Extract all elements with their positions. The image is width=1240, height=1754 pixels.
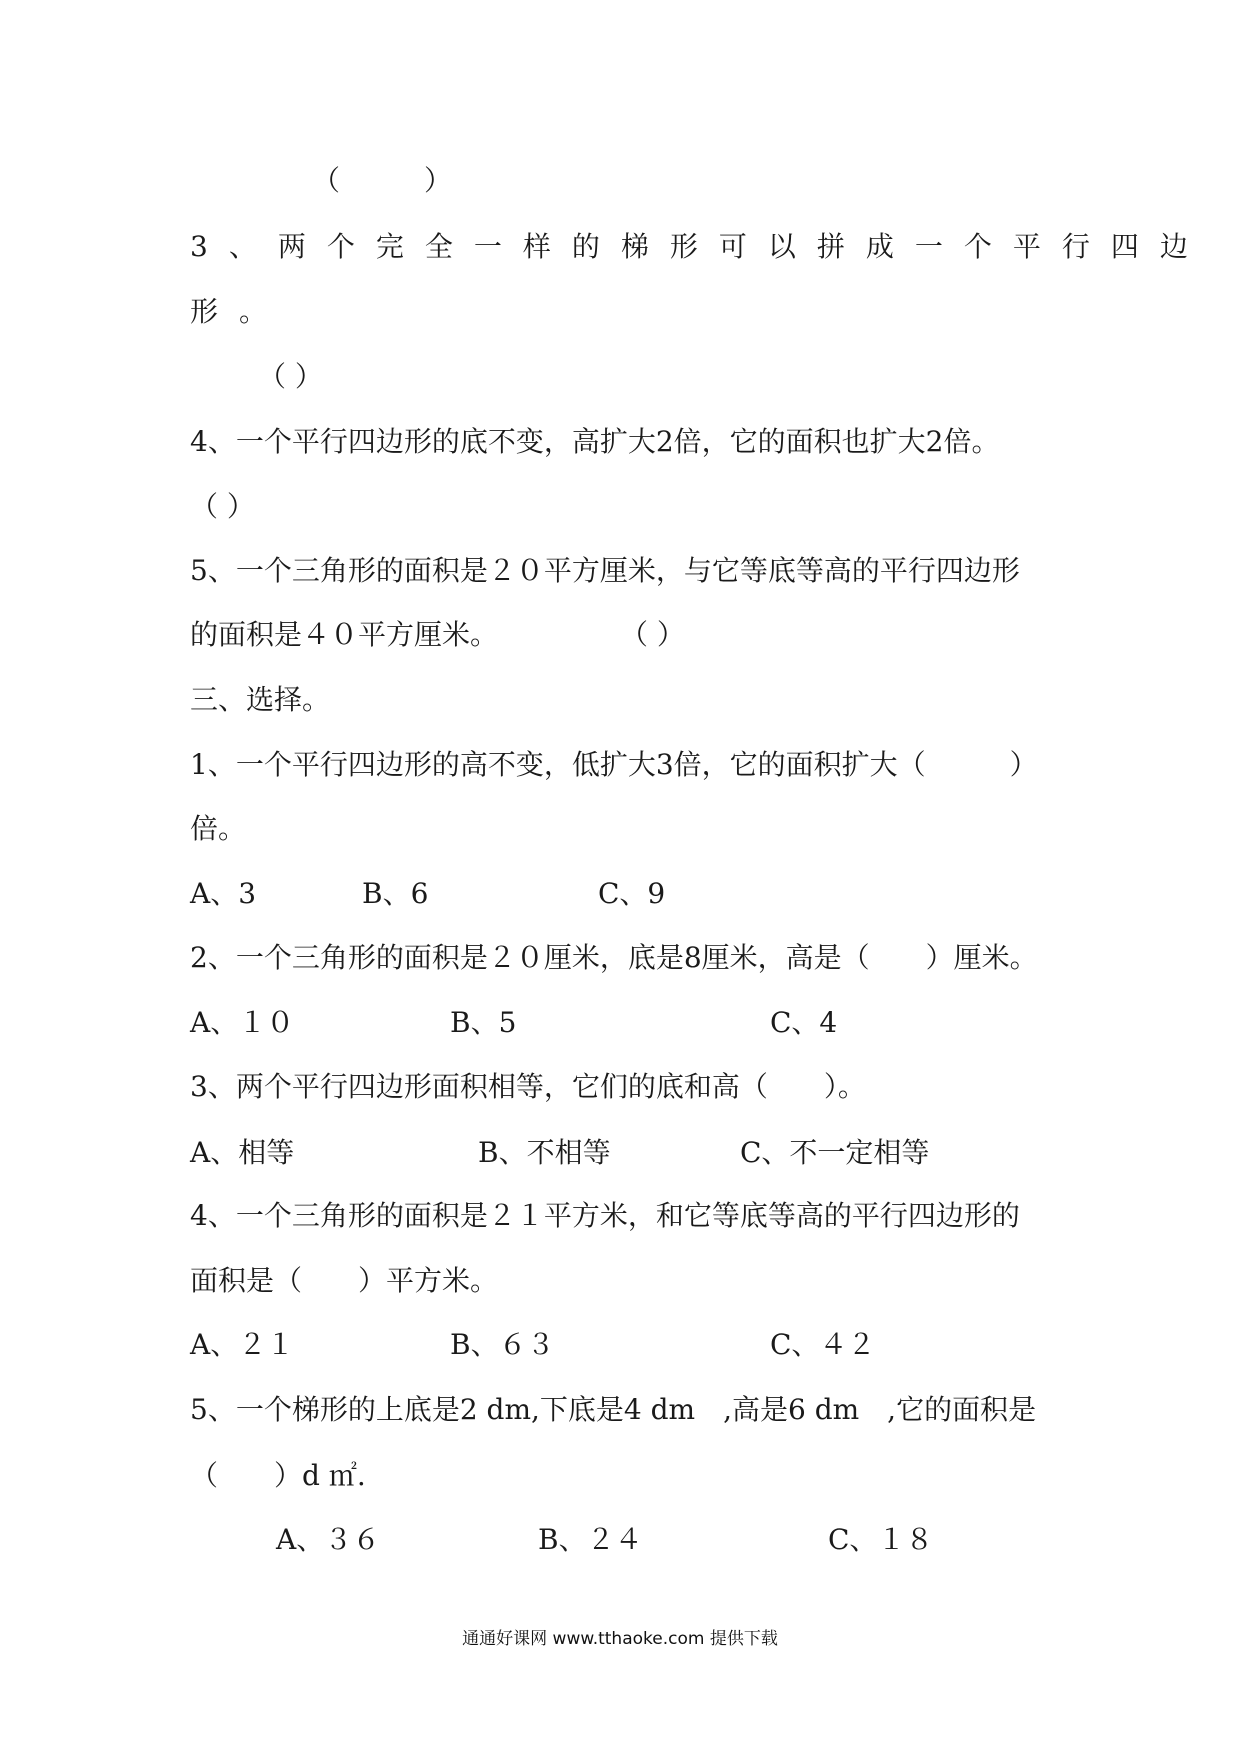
choice-q1-option-a: A、3	[190, 877, 257, 910]
choice-q4-option-b: B、６３	[450, 1328, 555, 1361]
judgement-q3-line2: 形。	[190, 295, 289, 328]
choice-q5-option-a: A、３６	[276, 1523, 381, 1556]
choice-q5-line1: 5、一个梯形的上底是2 dm,下底是4 dm ,高是6 dm ,它的面积是	[190, 1393, 1037, 1426]
choice-q4-line2: 面积是（ ）平方米。	[190, 1264, 499, 1297]
section-heading-choice: 三、选择。	[190, 683, 331, 716]
choice-q4-option-c: C、４２	[770, 1328, 876, 1361]
choice-q2-line1: 2、一个三角形的面积是２０厘米，底是8厘米，高是（ ）厘米。	[190, 941, 1038, 974]
choice-q5-option-c: C、１８	[828, 1523, 934, 1556]
choice-q2-option-a: A、１０	[190, 1006, 295, 1039]
judgement-q4-blank: （ ）	[190, 490, 255, 523]
choice-q1-line1: 1、一个平行四边形的高不变，低扩大3倍，它的面积扩大（ ）	[190, 748, 1038, 781]
choice-q4-option-a: A、２１	[190, 1328, 295, 1361]
judgement-q3-line1: 3、两个完全一样的梯形可以拼成一个平行四边	[190, 230, 1209, 263]
judgement-q5-line2: 的面积是４０平方厘米。	[190, 618, 499, 651]
choice-q3-option-b: B、不相等	[478, 1136, 611, 1169]
choice-q5-line2: （ ）d ㎡.	[190, 1459, 366, 1492]
judgement-q5-line1: 5、一个三角形的面积是２０平方厘米，与它等底等高的平行四边形	[190, 554, 1020, 587]
choice-q3-line1: 3、两个平行四边形面积相等，它们的底和高（ ）。	[190, 1070, 866, 1103]
choice-q2-option-c: C、4	[770, 1006, 838, 1039]
choice-q3-option-a: A、相等	[190, 1136, 295, 1169]
judgement-q5-blank: （ ）	[620, 618, 685, 651]
choice-q1-option-c: C、9	[598, 877, 666, 910]
choice-q2-option-b: B、5	[450, 1006, 517, 1039]
choice-q3-option-c: C、不一定相等	[740, 1136, 930, 1169]
choice-q1-option-b: B、6	[362, 877, 429, 910]
choice-q5-option-b: B、２４	[538, 1523, 643, 1556]
judgement-q2-blank: （ ）	[312, 164, 453, 197]
footer-source-text: 通通好课网 www.tthaoke.com 提供下载	[462, 1629, 778, 1649]
choice-q4-line1: 4、一个三角形的面积是２１平方米，和它等底等高的平行四边形的	[190, 1199, 1020, 1232]
choice-q1-line2: 倍。	[190, 812, 247, 845]
judgement-q3-blank: （ ）	[258, 360, 323, 393]
judgement-q4-line1: 4、一个平行四边形的底不变，高扩大2倍，它的面积也扩大2倍。	[190, 425, 1000, 458]
